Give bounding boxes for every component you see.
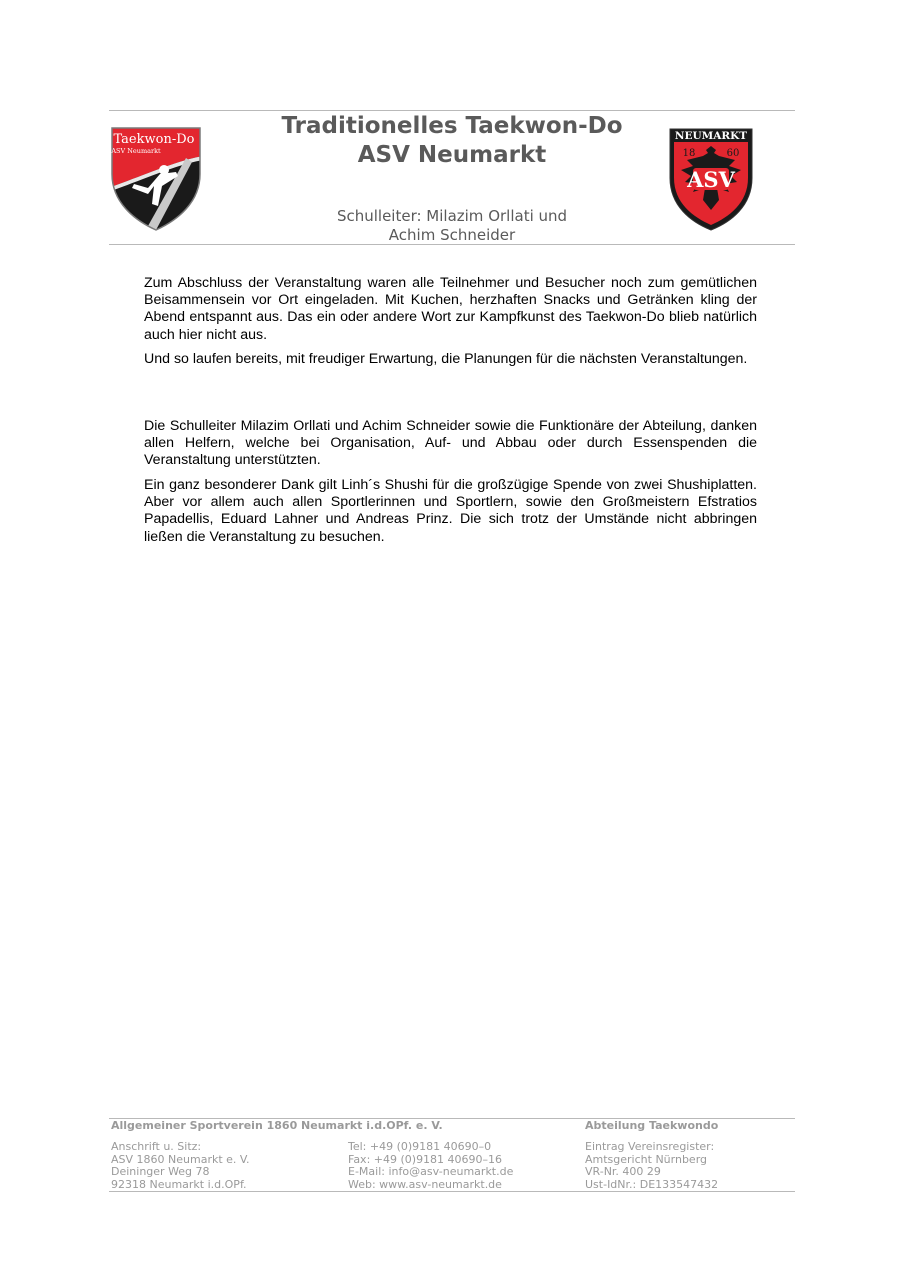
paragraph-special-thanks: Ein ganz besonderer Dank gilt Linh´s Shushi für die großzügige Spende von zwei Shushiplatten. Aber vor allem auch allen Sportlerinnen und Sportlern, sowie den Großmeistern Efstratios Papadellis, Eduard Lahner und Andreas Prinz. Die sich trotz der Umstände nicht abbringen ließen die Veranstaltung zu besuchen. (144, 477, 757, 545)
paragraph-planning: Und so laufen bereits, mit freudiger Erwartung, die Planungen für die nächsten Veranstaltungen. (144, 351, 748, 367)
asv-neumarkt-crest-logo (667, 126, 755, 232)
title-line-1: Traditionelles Taekwon-Do (281, 113, 623, 139)
crest-year-left: 18 (682, 148, 696, 159)
logo-left-title: Taekwon-Do (113, 132, 195, 147)
footer-court: Amtsgericht Nürnberg (585, 1152, 708, 1166)
logo-left-subtitle: ASV Neumarkt (111, 147, 161, 155)
footer-address-column (111, 1141, 250, 1191)
footer-address-heading: Anschrift u. Sitz: (111, 1140, 202, 1153)
footer-registry-heading: Eintrag Vereinsregister: (585, 1140, 715, 1153)
crest-city-name: NEUMARKT (674, 130, 748, 142)
footer-org-name: Allgemeiner Sportverein 1860 Neumarkt i.d.OPf. e. V. (111, 1119, 443, 1132)
footer-vat-id: Ust-IdNr.: DE133547432 (585, 1177, 719, 1191)
crest-year-right: 60 (726, 148, 740, 159)
page-title (230, 112, 674, 170)
paragraph-closing-gathering: Zum Abschluss der Veranstaltung waren alle Teilnehmer und Besucher noch zum gemütlichen Beisammensein vor Ort eingeladen. Mit Kuchen, herzhaften Snacks und Getränken kling der Abend entspannt aus. Das ein oder andere Wort zur Kampfkunst des Taekwon-Do blieb natürlich auch hier nicht aus. (144, 275, 757, 343)
footer-address-line: Deininger Weg 78 (111, 1165, 210, 1179)
leader-line-2: Achim Schneider (388, 226, 516, 244)
paragraph-thanks-helpers: Die Schulleiter Milazim Orllati und Achim Schneider sowie die Funktionäre der Abteilung, danken allen Helfern, welche bei Organisation, Auf- und Abbau oder durch Essenspenden die Veranstaltung unterstützten. (144, 418, 757, 469)
footer-phone: Tel: +49 (0)9181 40690–0 (348, 1140, 492, 1153)
taekwondo-shield-logo (108, 126, 204, 232)
leader-line-1: Schulleiter: Milazim Orllati und (336, 207, 568, 225)
title-line-2: ASV Neumarkt (357, 142, 547, 168)
school-leaders (230, 207, 674, 245)
footer-email: E-Mail: info@asv-neumarkt.de (348, 1165, 514, 1179)
footer-web: Web: www.asv-neumarkt.de (348, 1177, 502, 1191)
footer-vr-number: VR-Nr. 400 29 (585, 1165, 661, 1179)
footer-contact-column (348, 1141, 513, 1191)
footer-registry-column (585, 1141, 718, 1191)
footer-address-line: 92318 Neumarkt i.d.OPf. (111, 1177, 247, 1191)
footer-department: Abteilung Taekwondo (585, 1119, 719, 1132)
footer-fax: Fax: +49 (0)9181 40690–16 (348, 1152, 503, 1166)
header-top-rule (109, 110, 795, 111)
footer-address-line: ASV 1860 Neumarkt e. V. (111, 1152, 250, 1166)
crest-letters: ASV (687, 167, 735, 192)
